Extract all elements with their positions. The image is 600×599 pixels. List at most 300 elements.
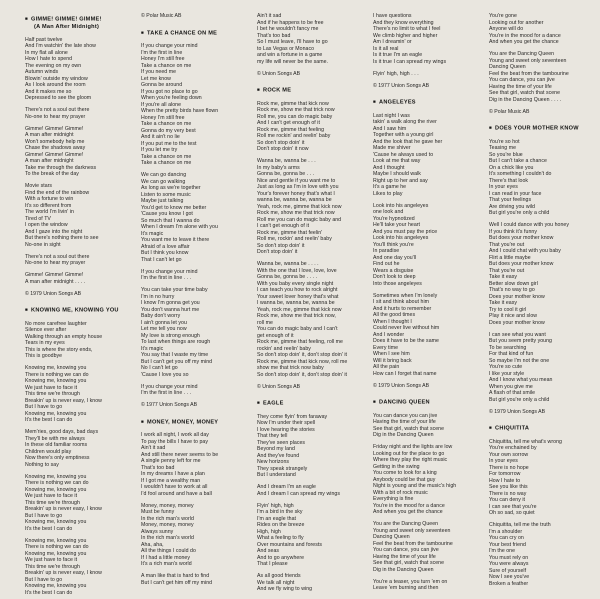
lyric-line: Wanna be, wanna be . . . . [257, 261, 319, 267]
lyric-line: 'Cause I love you so [141, 371, 189, 378]
lyric-line: With a fortune to win [25, 196, 74, 202]
song-title-line [489, 124, 597, 133]
lyric-line: We just have to face it [25, 557, 78, 563]
lyric-line: Night is young and the music's high [373, 483, 457, 489]
lyric-line: We talk all night [257, 579, 295, 586]
lyric-line: I love hearing the stories [257, 426, 315, 433]
lyric-line: Tears in my eyes [25, 340, 65, 346]
lyric-line: If I got me a wealthy man [141, 477, 201, 484]
lyric-line: Having the time of your life [373, 553, 436, 560]
lyric-line: Dig in the Dancing Queen . . . . [489, 96, 562, 103]
lyric-line: They speak strangely [257, 465, 308, 472]
lyrics-columns [25, 13, 592, 599]
lyric-line: Roll me you can do magic baby and [257, 216, 342, 223]
lyric-line: But does your mother know [489, 235, 554, 241]
lyric-line: How can I forget that name [373, 370, 437, 377]
lyric-line: Gonna do my very best [141, 127, 196, 134]
lyric-line: Gonna be, gonna be . . . [257, 171, 315, 177]
lyric-line: And it hurts to remember [373, 305, 432, 312]
lyric-line: A man like that is hard to find [141, 573, 210, 579]
lyric-line: You can cry on [489, 535, 524, 541]
song-title-line [373, 398, 481, 407]
lyric-line: But I have to go [25, 576, 63, 583]
lyric-line: If you let me try [141, 147, 178, 153]
copyright-line: © 1979 Union Songs AB [25, 290, 82, 297]
copyright-line: © Union Songs AB [257, 70, 301, 77]
lyric-line: If you change your mind [141, 383, 198, 390]
lyric-line: You must rely on [489, 554, 529, 561]
lyric-line: This time we're through [25, 563, 80, 570]
stanza [373, 521, 481, 573]
song-title-text: ROCK ME [263, 87, 292, 94]
lyric-line: You're gone [489, 13, 517, 19]
lyric-line: I work all night, I work all day [141, 432, 209, 438]
lyric-line: I'm an eagle that [257, 515, 297, 522]
stanza [257, 13, 365, 65]
lyric-line: As long as we're together [141, 185, 201, 191]
lyric-line: I ain't gonna let you [141, 319, 187, 326]
lyric-line: Young and sweet only seventeen [373, 527, 451, 534]
lyric-line: So I must leave, I'll have to go [257, 39, 328, 45]
lyric-line: Now there's only emptiness [25, 455, 90, 461]
lyric-line: But there's nothing there to see [25, 235, 99, 241]
lyric-line: Honey I'm still free [141, 56, 185, 62]
lyric-line: I'm the first in line . . . [141, 390, 192, 396]
lyric-line: Right up to her and say [373, 177, 428, 184]
lyric-line: That they tell [257, 433, 288, 439]
lyric-line: A man after midnight . . . . [25, 278, 86, 285]
lyric-line: So don't stop doin' it, don't stop doin' it [257, 371, 348, 378]
lyric-line: You're hypnotized [373, 215, 415, 222]
lyric-line: Wanna be, wanna be . . . [257, 158, 316, 164]
lyric-line: Yeah, rock me, gimme that kick now [257, 203, 342, 210]
lyric-line: In paradise [373, 248, 400, 254]
lyric-line: The world I'm livin' in [25, 209, 74, 215]
lyric-line: In the rich man's world [141, 535, 194, 541]
lyric-line: Friday night and the lights are low [373, 444, 453, 450]
stanza [373, 444, 481, 516]
lyric-line: When you give me [489, 383, 533, 390]
lyric-line: I like your style [489, 370, 525, 377]
song-title-text: DOES YOUR MOTHER KNOW [495, 125, 579, 132]
lyric-line: Young and sweet only seventeen [489, 57, 567, 64]
lyric-line: Feel the beat from the tambourine [373, 540, 453, 547]
song-bullet-icon: ■ [257, 87, 261, 92]
lyric-line: Gimme! Gimme! Gimme! [25, 125, 84, 132]
copyright-line: © 1977 Union Songs AB [373, 82, 430, 89]
lyric-line: I'm in no hurry [141, 293, 175, 300]
lyric-line: Wears a disguise [373, 267, 414, 274]
lyric-line: Your's forever honey that's what I [257, 190, 335, 197]
lyric-line: And if he happens to be free [257, 19, 324, 26]
lyric-line: And it makes me so [25, 88, 72, 95]
stanza [489, 332, 597, 404]
lyric-line: You can dance, you can jive [489, 77, 555, 83]
song-title [257, 86, 365, 95]
song-title [141, 29, 249, 38]
lyric-line: Look into his angeleyes [373, 235, 429, 241]
lyric-line: Every time [373, 344, 399, 351]
lyric-line: For tomorrow [489, 471, 521, 477]
stanza [141, 573, 249, 586]
lyric-line: Everything is fine [373, 496, 414, 502]
lyric-line: Leave 'em burning and then [373, 585, 439, 591]
stanza [373, 579, 481, 592]
lyric-line: But I have to go [25, 512, 63, 519]
lyric-line: On a chick like you [489, 164, 534, 171]
lyric-line: No-one in sight [25, 241, 61, 248]
lyric-line: Now I'm under their spell [257, 420, 316, 426]
lyric-line: A man after midnight [25, 132, 74, 138]
lyric-line: Flyin' high, high . . . [373, 70, 419, 77]
lyric-line: Gimme! Gimme! Gimme! [25, 272, 84, 278]
stanza [141, 384, 249, 397]
stanza [25, 37, 133, 102]
song-title [257, 399, 365, 408]
lyric-line: And when you get the chance [489, 39, 559, 45]
stanza [257, 503, 365, 568]
lyric-line: Is it true I can spread my wings [373, 58, 447, 65]
lyric-line: My love is strong enough [141, 332, 200, 339]
lyric-line: Rock me, show me that trick now [257, 210, 335, 216]
lyric-line: And I thought [373, 164, 405, 171]
lyric-line: Must be funny [141, 509, 175, 515]
lyric-line: Looking out for the place to go [373, 450, 445, 457]
lyric-line: If you need me [141, 69, 177, 75]
lyric-line: Now I see you've [489, 574, 530, 580]
lyric-line: You are the Dancing Queen [373, 521, 439, 527]
stanza [373, 413, 481, 439]
lyric-line: With the one that I love, love, love [257, 267, 337, 274]
lyric-line: You don't wanna hurt me [141, 306, 200, 313]
lyric-line: That's too bad [257, 32, 291, 39]
lyric-line: And you must pay the price [373, 228, 438, 235]
lyric-line: And I saw him [373, 125, 407, 132]
lyric-line: Try to cool it girl [489, 306, 527, 313]
copyright-line: © Polar Music AB [489, 108, 530, 115]
lyric-line: But does your mother know [489, 261, 554, 267]
lyric-line: We can go dancing [141, 172, 187, 178]
lyric-line: Made me shiver [373, 145, 411, 151]
lyric-line: Yeah, rock me, gimme that kick now [257, 306, 342, 313]
song-title [25, 306, 133, 315]
stanza [25, 272, 133, 285]
song-title [489, 424, 597, 433]
lyric-line: It's the best I can do [25, 589, 73, 596]
lyric-line: You can dance you can jive [373, 412, 438, 419]
lyric-line: They've seen places [257, 439, 306, 446]
lyric-line: Anybody could be that guy [373, 476, 436, 483]
lyric-line: Where they play the right music [373, 457, 448, 463]
lyric-line: That's no way to go [489, 287, 535, 293]
lyric-line: Let me know [141, 75, 171, 82]
lyric-line: When I dream I'm alone with you [141, 224, 218, 230]
lyric-line: Don't look to deep [373, 274, 416, 280]
lyric-line: In the rich man's world [141, 515, 194, 522]
lyric-line: Won't somebody help me [25, 138, 85, 145]
song-title-line [489, 424, 597, 433]
lyric-line: Walking through an empty house [25, 333, 103, 340]
lyric-line: Rock me, show me that trick now, [257, 313, 336, 319]
lyric-line: But I can't get him off my mind [141, 579, 213, 586]
lyric-line: Having the time of your life [373, 419, 436, 425]
lyric-line: All the good times [373, 312, 416, 318]
lyric-line: Does it have to be the same [373, 338, 439, 344]
lyric-line: You can take your time baby [141, 287, 208, 293]
stanza [257, 484, 365, 497]
lyric-line: Is it all real [373, 45, 399, 52]
lyric-line: You'll think you're [373, 241, 414, 248]
song-title-text: (A Man After Midnight) [34, 23, 100, 30]
lyric-line: So don't stop doin' it [257, 139, 305, 146]
lyric-line: Take a chance on me [141, 121, 192, 127]
lyric-line: Movie stars [25, 183, 53, 189]
lyric-line: Likes to play [373, 190, 403, 197]
lyric-line: Flirt a little maybe [489, 254, 531, 261]
stanza [489, 51, 597, 103]
lyrics-column-3 [257, 13, 365, 599]
lyric-line: Don't stop doin' it now [257, 146, 309, 152]
lyric-line: He'll take your heart [373, 222, 421, 228]
lyric-line: And they've found [257, 452, 300, 459]
lyric-line: Take a chance on me [141, 160, 192, 166]
lyric-line: Beyond my land [257, 446, 295, 452]
song-title [373, 398, 481, 407]
lyric-line: As I look around the room [25, 82, 86, 88]
lyric-line: This time we're through [25, 391, 80, 397]
lyric-line: Money, money, money [141, 522, 194, 528]
lyric-line: Feel the beat from the tambourine [489, 70, 569, 77]
lyric-line: And they know everything [373, 19, 434, 26]
lyric-line: You're so cute [489, 364, 523, 370]
lyric-line: You're in the mood for a dance [489, 32, 561, 39]
lyric-line: We climb higher and higher [373, 32, 438, 39]
lyric-line: A single penny left for me [141, 458, 201, 464]
lyric-line: Rock me, gimme that feelin' [257, 229, 323, 236]
lyric-line: As all good friends [257, 573, 301, 579]
lyric-line: Look into his angeleyes [373, 202, 429, 209]
lyric-line: New horizons [257, 459, 290, 465]
lyric-line: Dig in the Dancing Queen [373, 566, 434, 573]
lyric-line: With a bit of rock music [373, 489, 428, 496]
copyright-line: © Polar Music AB [141, 13, 182, 19]
lyric-line: Breakin' up is never easy, I know [25, 397, 102, 404]
lyric-line: So much that I wanna do [141, 217, 200, 224]
lyric-line: Rock me, gimme that kick now [257, 100, 329, 107]
lyric-line: Dancing Queen [489, 64, 526, 70]
song-title-text: EAGLE [263, 400, 284, 407]
song-title-line [25, 306, 133, 315]
song-title-text: KNOWING ME, KNOWING YOU [31, 307, 119, 314]
lyric-line: Roll me, rockin' and reelin' baby [257, 236, 332, 242]
lyric-line: Money, money, money [141, 502, 194, 509]
lyric-line: And still there never seems to be [141, 451, 219, 458]
stanza [489, 139, 597, 217]
lyric-line: That's too bad [141, 464, 175, 471]
lyric-line: When I thought I [373, 318, 412, 325]
lyric-line: High, high [257, 528, 281, 535]
lyric-line: Baby don't worry [141, 313, 181, 319]
lyric-line: See that girl, watch that scene [373, 425, 445, 432]
lyric-line: And I can't get enough of it [257, 120, 320, 126]
copyright-line: © 1979 Union Songs AB [489, 408, 546, 415]
lyric-line: Flyin' high, high [257, 502, 294, 509]
lyric-line: You can dance, you can jive [373, 547, 439, 553]
song-title-line [257, 86, 365, 95]
lyric-line: Rides on the breeze [257, 522, 305, 528]
lyric-line: Could never live without him [373, 325, 440, 331]
lyric-line: There's no limit to what I feel [373, 26, 441, 32]
lyric-line: Honey I'm still free [141, 114, 185, 121]
song-bullet-icon: ■ [25, 16, 29, 21]
stanza [489, 522, 597, 587]
stanza [25, 126, 133, 178]
lyric-line: I'm the first in line . . . [141, 275, 192, 281]
song-bullet-icon: ■ [489, 125, 493, 130]
lyric-line: And I'm watchin' the late show [25, 43, 96, 49]
stanza [25, 183, 133, 248]
lyric-line: I'm the first in line [141, 49, 183, 56]
lyric-line: one look and [373, 209, 404, 215]
lyric-line: Broken a feather [489, 580, 529, 587]
lyric-line: But I have to go [25, 404, 63, 410]
lyric-line: Tired of TV [25, 215, 51, 222]
stanza [25, 429, 133, 468]
stanza [141, 503, 249, 568]
stanza [141, 432, 249, 497]
lyric-line: If you change your mind [141, 43, 198, 49]
lyric-line: No-one to hear my prayer [25, 113, 86, 120]
lyric-line: Blowin' outside my window [25, 75, 88, 82]
song-bullet-icon: ■ [257, 400, 261, 405]
lyric-line: Knowing me, knowing you [25, 473, 87, 480]
lyric-line: I wouldn't have to work at all [141, 484, 208, 490]
lyric-line: and win a fortune in a game [257, 52, 323, 58]
lyric-line: Silence ever after [25, 327, 67, 333]
lyric-line: 'Cause you know I got [141, 211, 193, 217]
lyric-line: Look at me that way [373, 158, 421, 164]
lyric-line: That you're out [489, 241, 525, 248]
lyric-line: It's the best I can do [25, 525, 73, 532]
lyric-line: rockin' and reelin' baby [257, 345, 311, 352]
lyric-line: But you seem pretty young [489, 338, 552, 344]
lyric-line: Listen to some music [141, 191, 191, 198]
stanza [257, 158, 365, 256]
lyric-line: Gimme! Gimme! Gimme! [25, 151, 84, 158]
lyric-line: A man after midnight [25, 158, 74, 164]
lyric-line: Children would play [25, 448, 72, 455]
lyric-line: If I had a little money [141, 554, 191, 561]
lyric-line: Rock me, gimme that kick now, roll me [257, 358, 348, 365]
lyric-line: Ain't it sad [141, 445, 166, 451]
lyric-line: Depressed to see the gloom [25, 95, 92, 101]
lyric-line: takin' a walk along the river [373, 119, 437, 125]
lyric-line: No-one to hear my prayer [25, 260, 86, 266]
stanza [141, 172, 249, 263]
lyric-line: Your best friend [489, 541, 526, 548]
lyric-line: It's so different from [25, 202, 72, 209]
lyric-line: But girl you're only a child [489, 210, 550, 216]
stanza [373, 113, 481, 198]
lyric-line: In my baby's arms [257, 164, 300, 171]
copyright-line: © 1977 Union Songs AB [141, 402, 198, 408]
lyric-line: Take it easy [489, 274, 517, 280]
song-title-line [25, 15, 133, 24]
lyric-line: The evening on my own [25, 62, 82, 69]
stanza [373, 13, 481, 65]
lyric-line: Maybe I should walk [373, 171, 421, 177]
stanza [257, 261, 365, 378]
lyric-line: So don't stop doin' it [257, 242, 305, 249]
lyric-line: Rock me, gimme that feeling, roll me [257, 339, 343, 345]
lyric-line: Knowing me, knowing you [25, 410, 87, 417]
lyric-line: And to go anywhere [257, 554, 305, 561]
lyric-line: Gonna be, gonna be . . . . [257, 274, 318, 280]
lyric-line: Breakin' up is never easy, I know [25, 570, 102, 576]
lyric-line: Ain't it sad [257, 13, 282, 19]
lyric-line: I'm the one [489, 548, 516, 554]
lyric-line: You come to look for a king [373, 470, 437, 476]
song-title-line [25, 24, 133, 31]
lyric-line: You can do magic baby and I can't [257, 326, 338, 332]
lyric-line: In my flat all alone [25, 49, 68, 56]
lyric-line: There's not a soul out there [25, 107, 90, 113]
lyric-line: To last when things are rough [141, 339, 211, 345]
lyric-line: Does your mother know [489, 319, 545, 326]
song-title-line [257, 399, 365, 408]
lyric-line: Chiquitita, tell me what's wrong [489, 438, 562, 445]
lyric-line: You're a teaser, you turn 'em on [373, 578, 448, 585]
lyric-line: But girl you're only a child [489, 396, 550, 403]
stanza [373, 71, 481, 78]
lyric-line: If you got no place to go [141, 88, 198, 95]
lyric-line: Always sunny [141, 528, 174, 535]
lyric-line: And I gaze into the night [25, 228, 83, 235]
lyric-line: Rock me, show me that trick now [257, 107, 335, 113]
lyric-line: You were always [489, 561, 529, 567]
lyric-line: Knowing me, knowing you [25, 583, 87, 589]
lyric-line: Into those angeleyes [373, 280, 422, 287]
lyric-line: There's that look [489, 177, 529, 184]
lyric-line: In these old familiar rooms [25, 442, 88, 448]
lyric-line: In my dreams I have a plan [141, 471, 205, 477]
song-title-text: GIMME! GIMME! GIMME! [31, 16, 102, 23]
lyric-line: Are driving you wild [489, 203, 535, 210]
lyric-line: What a feeling to fly [257, 535, 304, 541]
lyric-line: If you're all alone [141, 101, 182, 108]
copyright-line: © Union Songs AB [257, 383, 301, 390]
lyric-line: Knowing me, knowing you [25, 519, 87, 525]
stanza [257, 414, 365, 479]
lyrics-column-1 [25, 13, 133, 599]
lyric-line: See that girl, watch that scene [489, 90, 561, 96]
lyric-line: I can see what you want [489, 331, 546, 338]
lyrics-column-2 [141, 13, 249, 599]
lyric-line: But I can't take a chance [489, 158, 547, 164]
lyric-line: There is nothing we can do [25, 544, 89, 550]
song-title-text: ANGELEYES [379, 99, 416, 106]
stanza [141, 287, 249, 378]
lyric-line: Maybe just talking [141, 198, 184, 204]
lyric-line: Knowing me, knowing you [25, 486, 87, 493]
song-title [25, 15, 133, 31]
lyric-line: That I please [257, 561, 288, 567]
lyric-line: With you baby every single night [257, 280, 334, 287]
lyric-line: Dig in the Dancing Queen [373, 432, 434, 438]
lyric-line: Having the time of your life [489, 83, 552, 90]
lyric-line: And we fly wing to wing [257, 586, 313, 592]
lyric-line: That your feelings [489, 197, 532, 203]
